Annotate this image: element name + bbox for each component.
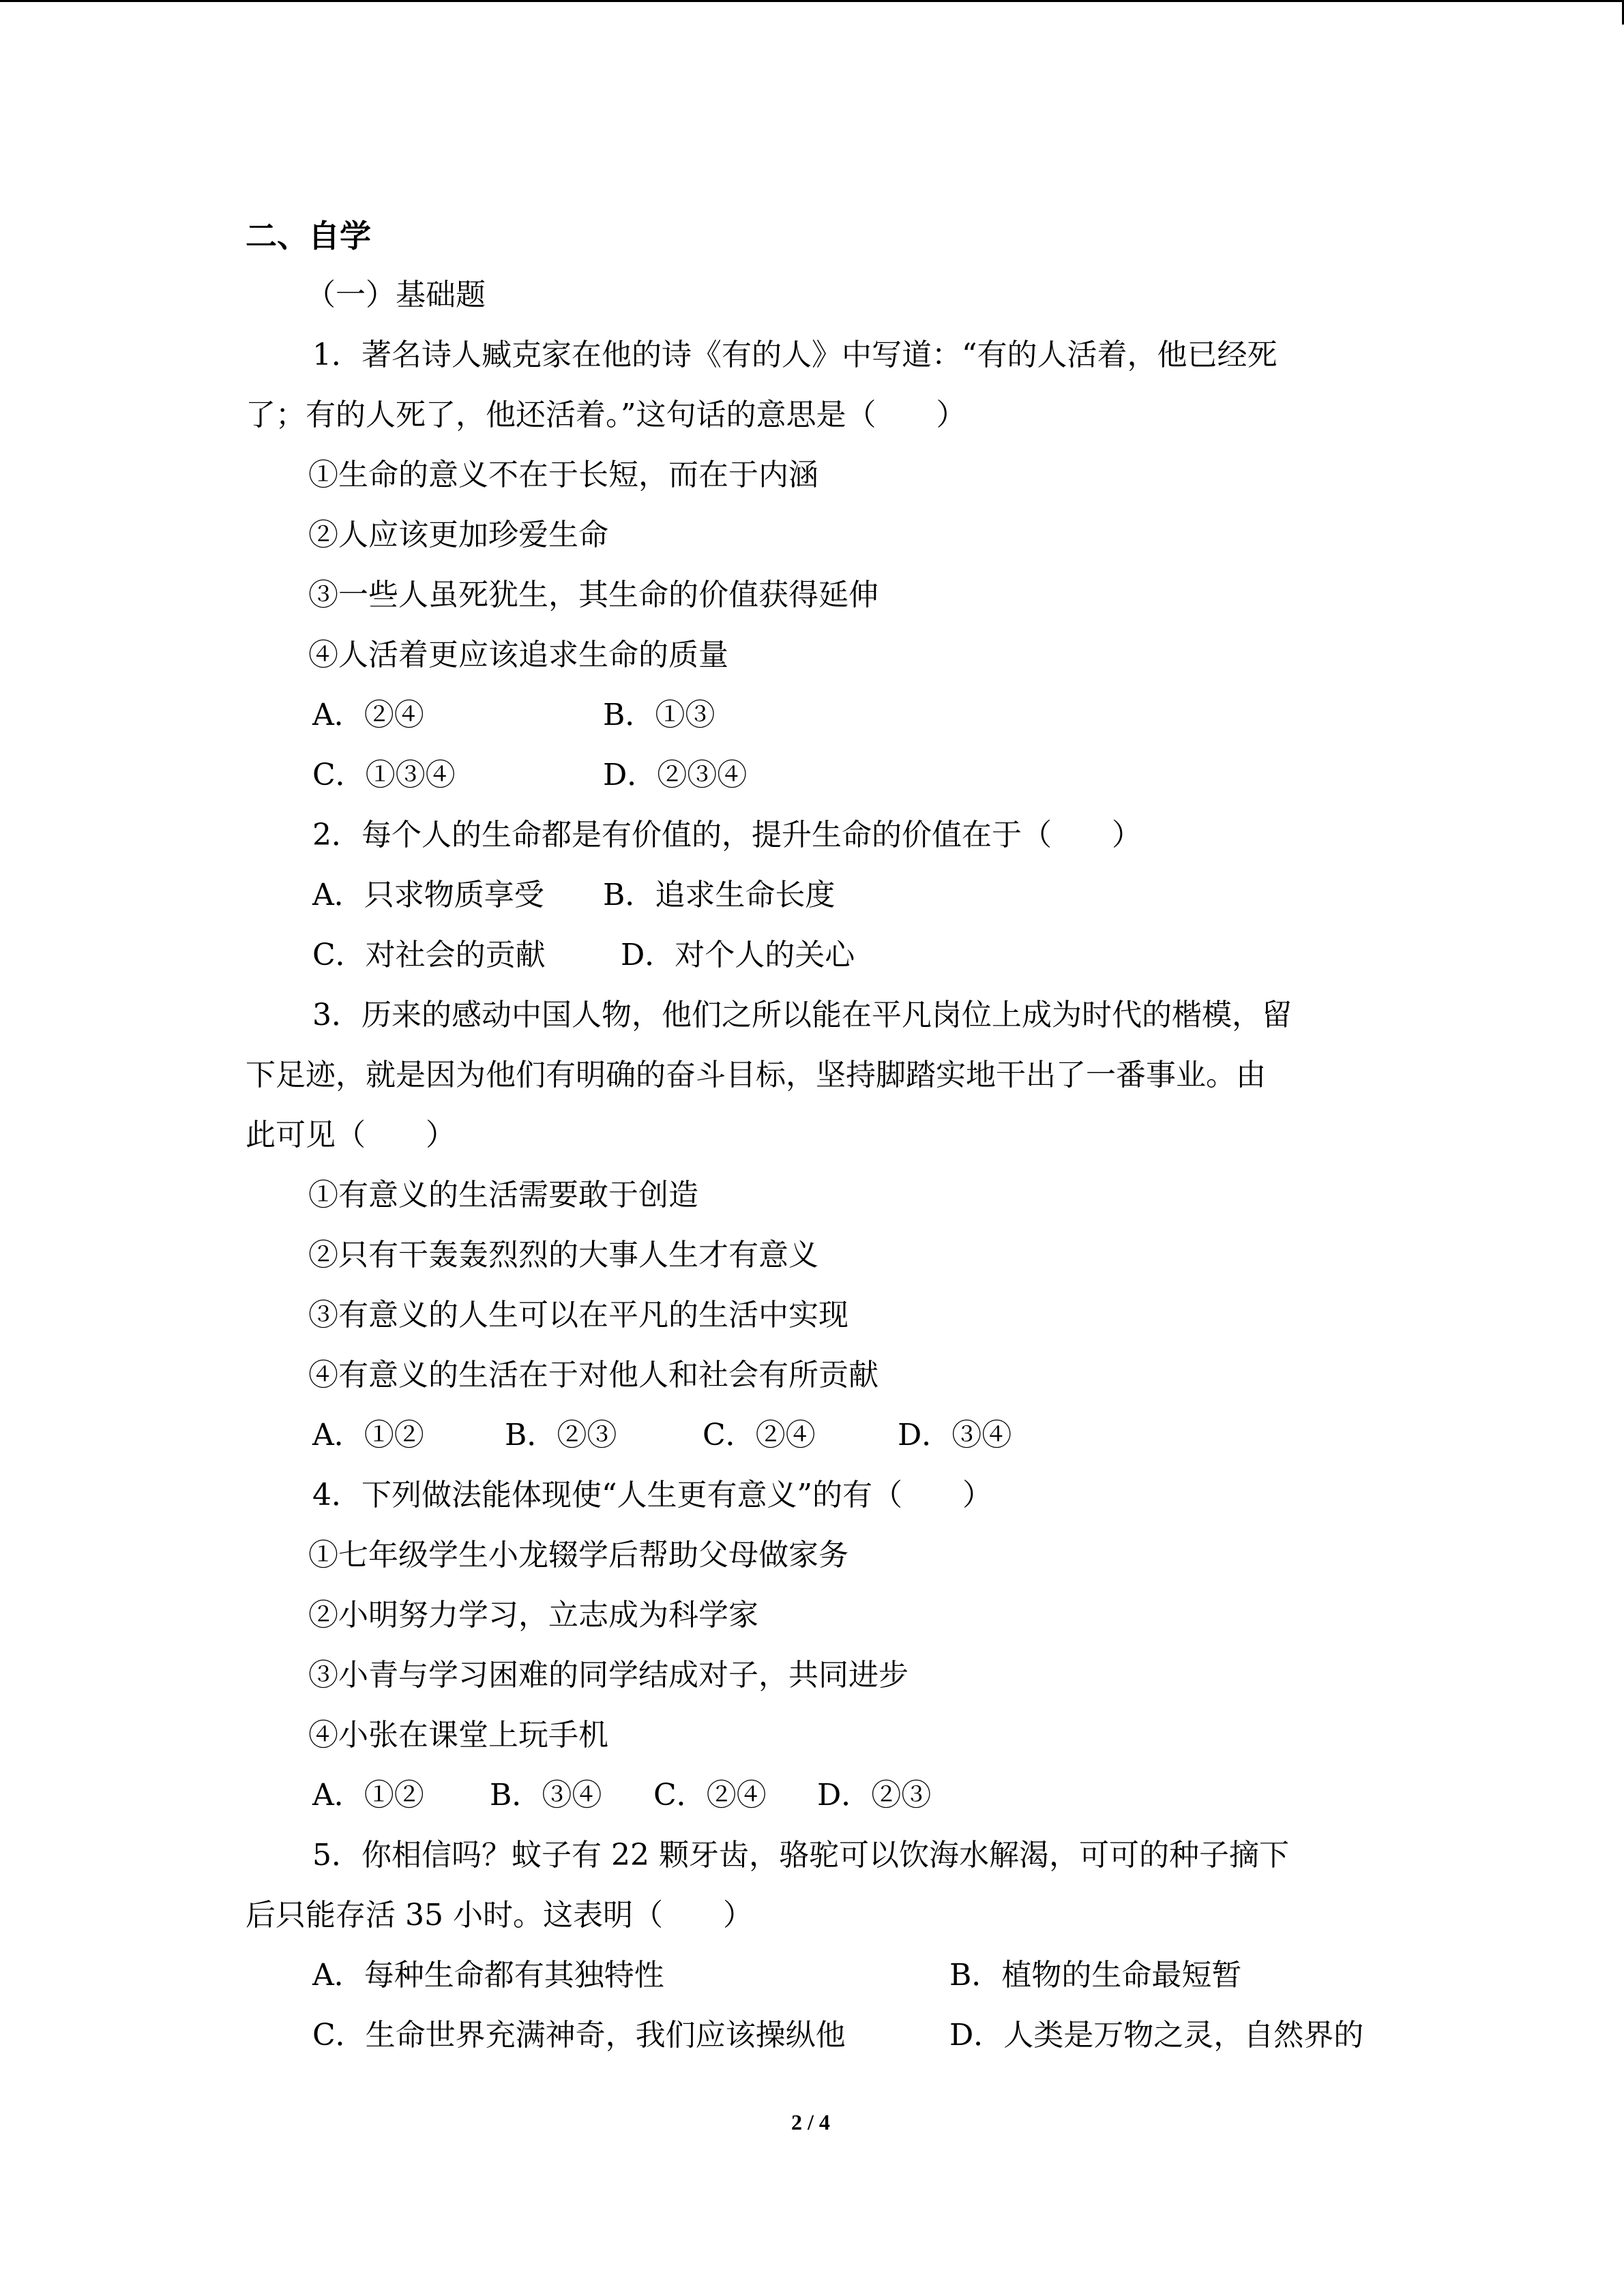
q4-item-2: ②小明努力学习，立志成为科学家 (308, 1598, 758, 1632)
section-title: 二、自学 (246, 218, 371, 254)
q4-item-1: ①七年级学生小龙辍学后帮助父母做家务 (308, 1538, 848, 1572)
q1-option-c: C．①③④ (312, 758, 456, 792)
q3-option-c: C．②④ (703, 1418, 816, 1452)
q1-stem-line2: 了；有的人死了，他还活着。”这句话的意思是（ ） (246, 398, 966, 432)
q1-option-d: D．②③④ (603, 758, 748, 792)
q5-stem-line1: 5．你相信吗？蚊子有 22 颗牙齿，骆驼可以饮海水解渴，可可的种子摘下 (312, 1838, 1289, 1873)
q4-option-d: D．②③ (817, 1778, 932, 1813)
q5-stem-line2: 后只能存活 35 小时。这表明（ ） (246, 1898, 753, 1933)
q3-option-d: D．③④ (898, 1418, 1012, 1452)
q3-option-a: A．①② (312, 1418, 424, 1452)
q2-option-c: C．对社会的贡献 (312, 938, 546, 972)
page-top-border (0, 0, 1624, 2)
q3-stem-line2: 下足迹，就是因为他们有明确的奋斗目标，坚持脚踏实地干出了一番事业。由 (246, 1058, 1266, 1092)
q1-item-1: ①生命的意义不在于长短，而在于内涵 (308, 458, 818, 492)
q2-option-b: B．追求生命长度 (603, 878, 836, 912)
q2-option-d: D．对个人的关心 (621, 938, 855, 972)
q3-option-b: B．②③ (505, 1418, 617, 1452)
q3-stem-line3: 此可见（ ） (246, 1118, 456, 1152)
q4-option-c: C．②④ (653, 1778, 767, 1813)
q4-option-b: B．③④ (490, 1778, 602, 1813)
q1-item-2: ②人应该更加珍爱生命 (308, 518, 608, 552)
q2-option-a: A．只求物质享受 (312, 878, 544, 912)
q5-option-d: D．人类是万物之灵，自然界的 (949, 2018, 1364, 2053)
q2-stem: 2．每个人的生命都是有价值的，提升生命的价值在于（ ） (312, 818, 1142, 852)
q4-item-3: ③小青与学习困难的同学结成对子，共同进步 (308, 1658, 909, 1693)
q5-option-c: C．生命世界充满神奇，我们应该操纵他 (312, 2018, 846, 2053)
q3-item-1: ①有意义的生活需要敢于创造 (308, 1178, 698, 1212)
subsection-title: （一）基础题 (306, 278, 486, 312)
q4-option-a: A．①② (312, 1778, 424, 1813)
q1-option-b: B．①③ (603, 698, 715, 732)
q1-stem-line1: 1．著名诗人臧克家在他的诗《有的人》中写道：“有的人活着，他已经死 (312, 338, 1278, 372)
q1-item-3: ③一些人虽死犹生，其生命的价值获得延伸 (308, 578, 879, 612)
q3-item-4: ④有意义的生活在于对他人和社会有所贡献 (308, 1358, 879, 1392)
q5-option-b: B．植物的生命最短暂 (949, 1958, 1242, 1993)
q1-item-4: ④人活着更应该追求生命的质量 (308, 638, 728, 672)
q4-stem: 4．下列做法能体现使“人生更有意义”的有（ ） (312, 1478, 992, 1512)
page-number: 2 / 4 (791, 2110, 830, 2134)
q3-stem-line1: 3．历来的感动中国人物，他们之所以能在平凡岗位上成为时代的楷模，留 (312, 998, 1292, 1032)
q4-item-4: ④小张在课堂上玩手机 (308, 1718, 608, 1753)
q5-option-a: A．每种生命都有其独特性 (312, 1958, 664, 1993)
q1-option-a: A．②④ (312, 698, 424, 732)
q3-item-3: ③有意义的人生可以在平凡的生活中实现 (308, 1298, 848, 1332)
q3-item-2: ②只有干轰轰烈烈的大事人生才有意义 (308, 1238, 818, 1272)
